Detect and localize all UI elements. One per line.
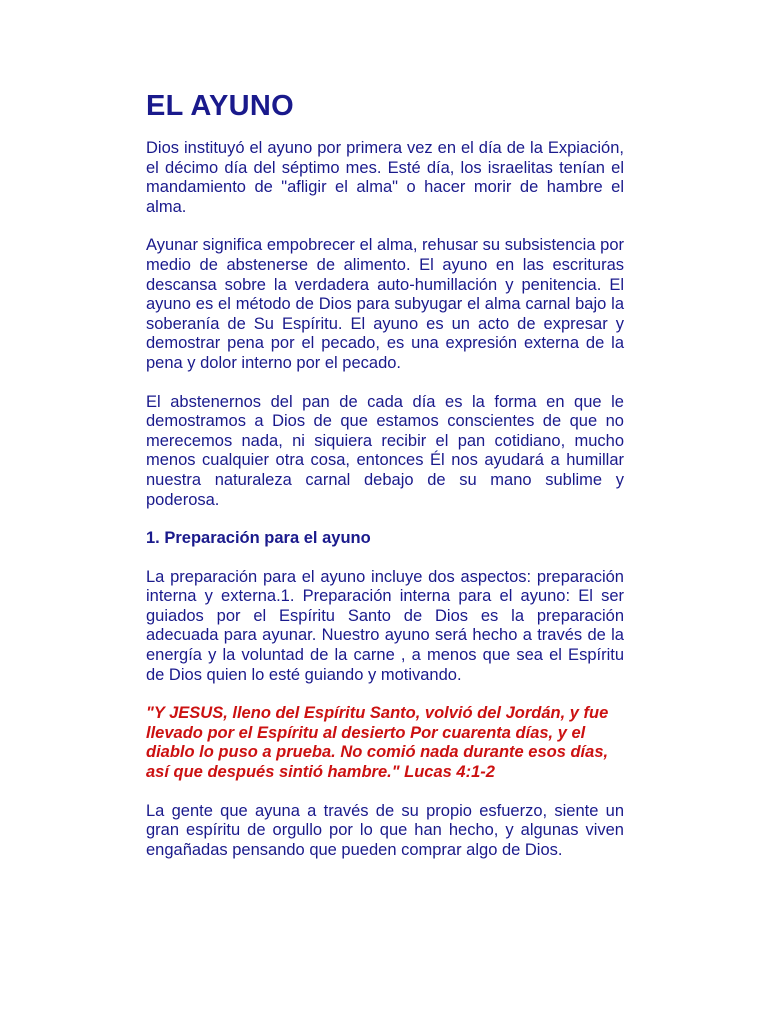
section-heading: 1. Preparación para el ayuno <box>146 529 371 548</box>
paragraph-4: La preparación para el ayuno incluye dos aspectos: preparación interna y externa.1. Preparación interna para el ayuno: El ser guiados por el Espíritu Santo de Dios es la preparación adecuada para ayunar. Nuestro ayuno será hecho a través de la energía y la voluntad de la carne , a menos que sea el Espíritu de Dios quien lo esté guiando y motivando. <box>146 567 624 684</box>
paragraph-2: Ayunar significa empobrecer el alma, rehusar su subsistencia por medio de abstenerse de alimento. El ayuno en las escrituras descansa sobre la verdadera auto-humillación y penitencia. El ayuno es el método de Dios para subyugar el alma carnal bajo la soberanía de Su Espíritu. El ayuno es un acto de expresar y demostrar pena por el pecado, es una expresión externa de la pena y dolor interno por el pecado. <box>146 236 624 372</box>
bible-quote: "Y JESUS, lleno del Espíritu Santo, volvió del Jordán, y fue llevado por el Espíritu al desierto Por cuarenta días, y el diablo lo puso a prueba. No comió nada durante esos días, así que después sintió hambre." Lucas 4:1-2 <box>146 704 609 782</box>
document-page <box>146 88 624 879</box>
paragraph-1: Dios instituyó el ayuno por primera vez en el día de la Expiación, el décimo día del séptimo mes. Esté día, los israelitas tenían el mandamiento de "afligir el alma" o hacer morir de hambre el alma. <box>146 139 624 216</box>
paragraph-5: La gente que ayuna a través de su propio esfuerzo, siente un gran espíritu de orgullo por lo que han hecho, y algunas viven engañadas pensando que pueden comprar algo de Dios. <box>146 801 624 859</box>
paragraph-3: El abstenernos del pan de cada día es la forma en que le demostramos a Dios de que estamos conscientes de que no merecemos nada, ni siquiera recibir el pan cotidiano, mucho menos cualquier otra cosa, entonces Él nos ayudará a humillar nuestra naturaleza carnal debajo de su mano sublime y poderosa. <box>146 392 624 509</box>
document-title: EL AYUNO <box>146 90 294 122</box>
